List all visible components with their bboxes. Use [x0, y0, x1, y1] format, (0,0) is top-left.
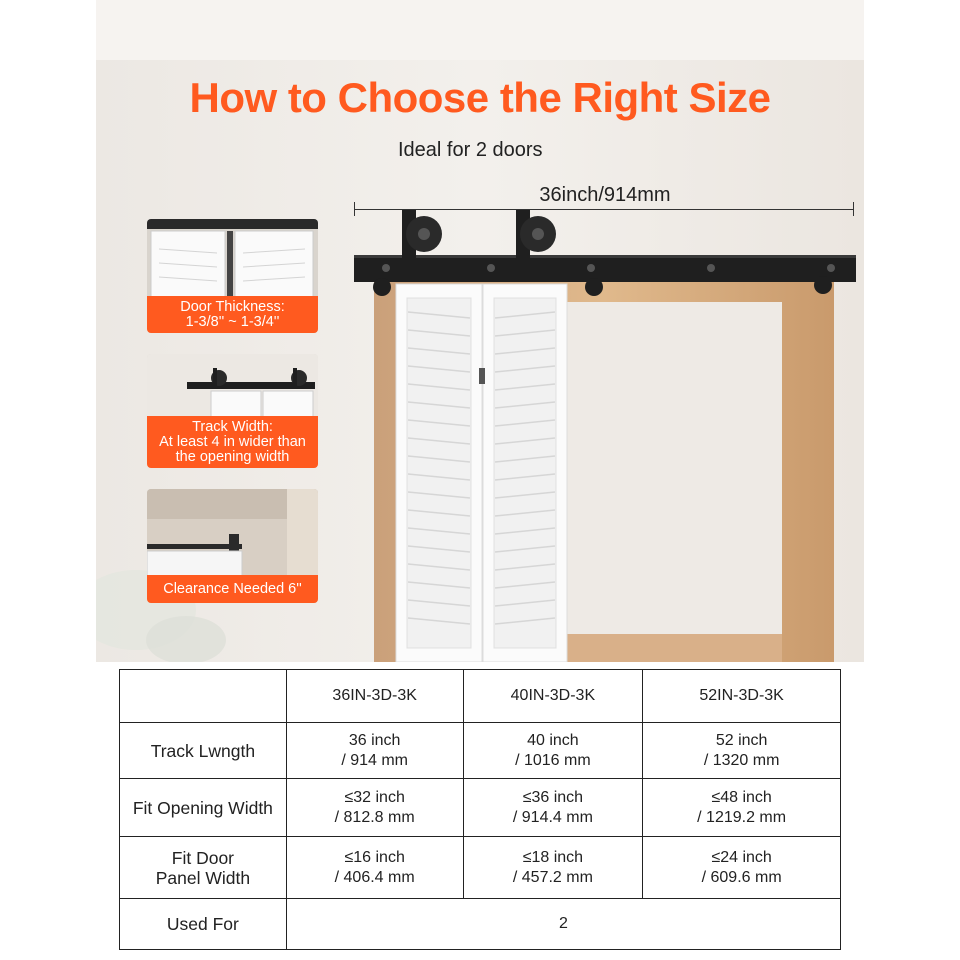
row-label: Fit Opening Width — [120, 779, 287, 837]
table-cell: ≤24 inch / 609.6 mm — [643, 837, 841, 899]
page-title: How to Choose the Right Size — [189, 74, 771, 121]
dimension-line — [354, 209, 854, 210]
table-row — [120, 723, 841, 779]
column-header: 40IN-3D-3K — [463, 670, 643, 723]
door-thickness-caption: Door Thickness: 1-3/8'' ~ 1-3/4'' — [147, 296, 318, 333]
table-cell: ≤32 inch / 812.8 mm — [286, 779, 463, 837]
table-cell: ≤16 inch / 406.4 mm — [286, 837, 463, 899]
page-subtitle: Ideal for 2 doors — [398, 139, 543, 161]
table-header-row — [120, 670, 841, 723]
size-spec-table — [119, 669, 841, 950]
inset-track-width — [147, 354, 318, 468]
table-row — [120, 779, 841, 837]
track-width-caption: Track Width: At least 4 in wider than the opening width — [147, 416, 318, 468]
track-dimension-label: 36inch/914mm — [539, 184, 671, 206]
used-for-value: 2 — [286, 899, 840, 950]
dimension-tick-left — [354, 202, 355, 216]
table-row — [120, 899, 841, 950]
inset-clearance — [147, 489, 318, 603]
table-corner-cell — [120, 670, 287, 723]
column-header: 52IN-3D-3K — [643, 670, 841, 723]
clearance-caption: Clearance Needed 6'' — [147, 575, 318, 603]
table-cell: ≤18 inch / 457.2 mm — [463, 837, 643, 899]
row-label: Used For — [120, 899, 287, 950]
table-cell: 36 inch / 914 mm — [286, 723, 463, 779]
inset-door-thickness — [147, 219, 318, 333]
table-row — [120, 837, 841, 899]
column-header: 36IN-3D-3K — [286, 670, 463, 723]
row-label: Track Lwngth — [120, 723, 287, 779]
table-cell: 40 inch / 1016 mm — [463, 723, 643, 779]
dimension-tick-right — [853, 202, 854, 216]
table-cell: ≤36 inch / 914.4 mm — [463, 779, 643, 837]
table-cell: ≤48 inch / 1219.2 mm — [643, 779, 841, 837]
table-cell: 52 inch / 1320 mm — [643, 723, 841, 779]
row-label: Fit Door Panel Width — [120, 837, 287, 899]
